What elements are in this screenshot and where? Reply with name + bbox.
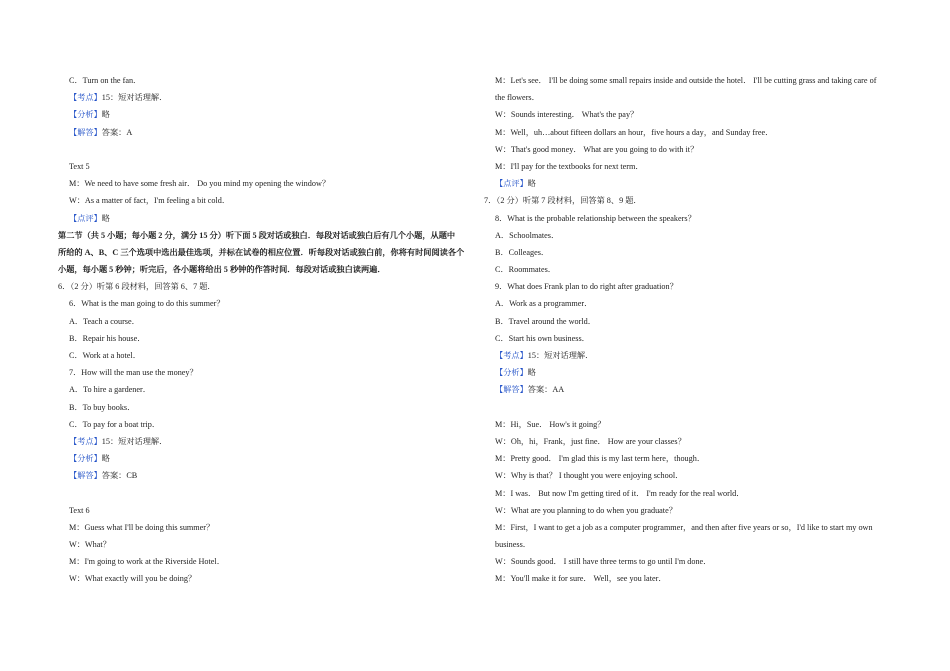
- dianping-line: [484, 175, 894, 192]
- dialog-line: M：You'll make it for sure． Well，see you later．: [495, 574, 667, 584]
- option-b: B．To buy books．: [69, 402, 136, 412]
- dianping-tag: 【点评】: [69, 213, 102, 223]
- fenxi-tag: 【分析】: [69, 110, 102, 120]
- jieda-tag: 【解答】: [69, 127, 102, 137]
- dianping-tag: 【点评】: [495, 179, 528, 189]
- dialog-line: M：I'll pay for the textbooks for next term．: [495, 161, 644, 171]
- text6-title: Text 6: [69, 505, 90, 515]
- fenxi-line: [58, 450, 470, 467]
- option-c: C．Work at a hotel．: [69, 351, 141, 360]
- jieda-text: 答案：A: [101, 127, 133, 137]
- dialog-line: M：Well，uh…about fifteen dollars an hour，five hours a day，and Sunday free．: [495, 127, 774, 137]
- option-c: C．To pay for a boat trip．: [69, 419, 161, 429]
- text5-title: Text 5: [69, 161, 90, 171]
- dialog-line: W：What？: [69, 540, 111, 550]
- jieda-text: 答案：AA: [527, 385, 565, 395]
- dianping-text: 略: [101, 213, 110, 223]
- dialog-line: W：Sounds interesting． What's the pay？: [495, 110, 639, 120]
- jieda-tag: 【解答】: [495, 385, 528, 395]
- jieda-line: [58, 467, 470, 484]
- option-b: B．Repair his house．: [69, 333, 146, 343]
- dialog-line: W：What are you planning to do when you graduate？: [495, 505, 677, 515]
- spacer: [484, 399, 894, 416]
- dialog-line: W：Sounds good． I still have three terms to go until I'm done．: [495, 557, 712, 567]
- option-a: A．Teach a course．: [69, 316, 140, 326]
- dialog-line-continued: the flowers．: [495, 93, 540, 103]
- left-column: [58, 72, 470, 588]
- fenxi-text: 略: [101, 454, 110, 464]
- right-column: [484, 72, 894, 588]
- question-header: 6．（2 分）听第 6 段材料，回答第 6、7 题．: [58, 282, 216, 292]
- dialog-line: W：As a matter of fact，I'm feeling a bit cold．: [69, 196, 231, 206]
- fenxi-line: [484, 364, 894, 381]
- fenxi-line: [58, 106, 470, 123]
- question-8: 8．What is the probable relationship between the speakers？: [495, 213, 696, 223]
- section2-instructions-1: 第二节（共 5 小题；每小题 2 分，满分 15 分）听下面 5 段对话或独白．每段对话或独白后有几个小题，从题中: [58, 230, 456, 240]
- dialog-line: W：What exactly will you be doing？: [69, 574, 197, 584]
- dialog-line: M：Let's see． I'll be doing some small repairs inside and outside the hotel． I'll be cutting grass and taking care of: [495, 76, 877, 85]
- jieda-tag: 【解答】: [69, 471, 102, 481]
- dialog-line: W：That's good money． What are you going to do with it？: [495, 144, 699, 154]
- dialog-line: M：Hi，Sue． How's it going？: [495, 419, 606, 429]
- question-9: 9．What does Frank plan to do right after graduation？: [495, 282, 678, 292]
- spacer: [58, 141, 470, 158]
- kaodian-tag: 【考点】: [69, 436, 102, 446]
- dialog-line: W：Oh，hi，Frank，just fine． How are your classes？: [495, 436, 686, 446]
- option-a: A．Work as a programmer．: [495, 299, 593, 309]
- fenxi-text: 略: [527, 368, 536, 378]
- kaodian-text: 15：短对话理解．: [101, 436, 168, 446]
- question-header: 7．（2 分）听第 7 段材料，回答第 8、9 题．: [484, 196, 642, 206]
- question-6: 6．What is the man going to do this summer？: [69, 299, 225, 309]
- option-c: C．Roommates．: [495, 265, 556, 275]
- fenxi-text: 略: [101, 110, 110, 120]
- question-7: 7．How will the man use the money？: [69, 368, 198, 378]
- section2-instructions-2: 所给的 A、B、C 三个选项中选出最佳选项，并标在试卷的相应位置．听每段对话或独白前，你将有时间阅读各个: [58, 247, 465, 257]
- kaodian-line: [58, 433, 470, 450]
- option-c: C．Start his own business．: [495, 333, 590, 343]
- option-b: B．Travel around the world．: [495, 316, 596, 326]
- dianping-line: [58, 210, 470, 227]
- option-text: C．Turn on the fan．: [69, 76, 142, 85]
- dialog-line: M：I'm going to work at the Riverside Hotel．: [69, 557, 225, 567]
- dialog-line: M：I was． But now I'm getting tired of it． I'm ready for the real world．: [495, 488, 745, 498]
- dialog-line: M：Guess what I'll be doing this summer？: [69, 522, 215, 532]
- dialog-line: M：We need to have some fresh air． Do you mind my opening the window？: [69, 179, 331, 189]
- dialog-line: M：First，I want to get a job as a computer programmer，and then after five years or so，I'd like to start my own: [495, 522, 873, 532]
- jieda-text: 答案：CB: [101, 471, 138, 481]
- jieda-line: [58, 124, 470, 141]
- kaodian-tag: 【考点】: [69, 93, 102, 103]
- kaodian-text: 15：短对话理解．: [527, 351, 594, 360]
- fenxi-tag: 【分析】: [495, 368, 528, 378]
- dialog-line-continued: business．: [495, 540, 531, 550]
- kaodian-line: [484, 347, 894, 364]
- dialog-line: W：Why is that？ I thought you were enjoying school．: [495, 471, 684, 481]
- option-a: A．To hire a gardener．: [69, 385, 151, 395]
- jieda-line: [484, 381, 894, 398]
- kaodian-line: [58, 89, 470, 106]
- kaodian-tag: 【考点】: [495, 351, 528, 360]
- option-b: B．Colleages．: [495, 247, 550, 257]
- dialog-line: M：Pretty good． I'm glad this is my last term here，though．: [495, 454, 706, 464]
- fenxi-tag: 【分析】: [69, 454, 102, 464]
- dianping-text: 略: [527, 179, 536, 189]
- kaodian-text: 15：短对话理解．: [101, 93, 168, 103]
- option-a: A．Schoolmates．: [495, 230, 560, 240]
- spacer: [58, 485, 470, 502]
- section2-instructions-3: 小题，每小题 5 秒钟；听完后，各小题将给出 5 秒钟的作答时间．每段对话或独白读两遍．: [58, 265, 386, 275]
